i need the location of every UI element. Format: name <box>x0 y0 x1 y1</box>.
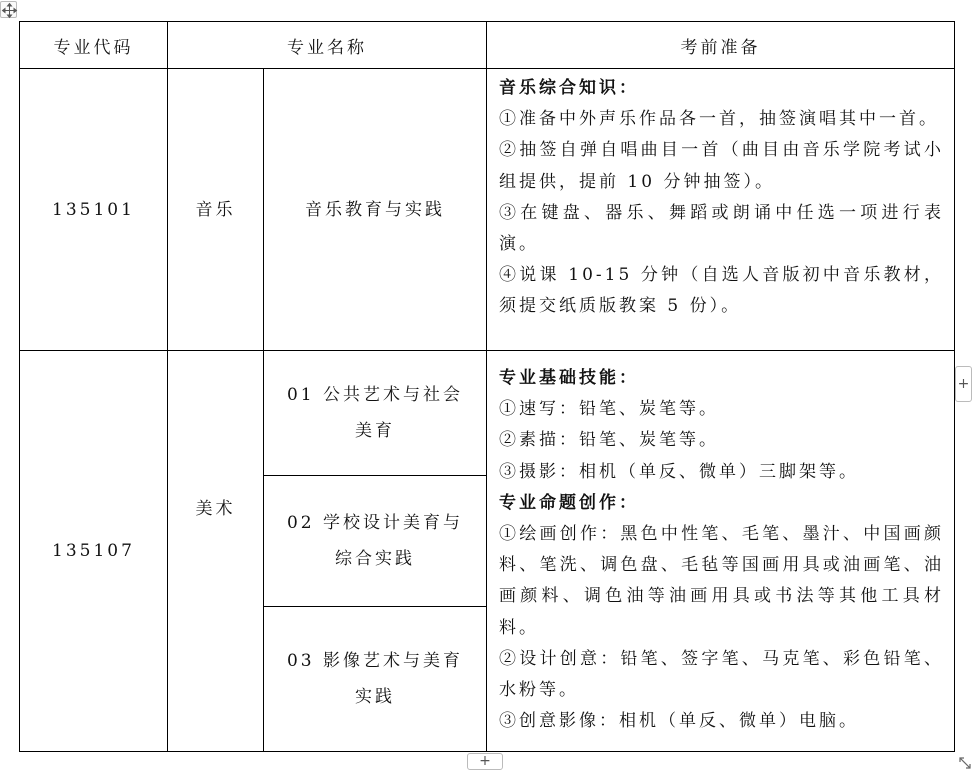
resize-icon[interactable] <box>958 756 972 770</box>
prep-item: ③在键盘、器乐、舞蹈或朗诵中任选一项进行表演。 <box>499 202 944 255</box>
table-header-row <box>20 22 955 69</box>
prep-item: ②素描：铅笔、炭笔等。 <box>499 430 719 451</box>
prep-item: ①绘画创作：黑色中性笔、毛笔、墨汁、中国画颜料、笔洗、调色盘、毛毡等国画用具或油画笔、油画颜料、调色油等油画用具或书法等其他工具材料。 <box>499 524 944 638</box>
category-cell: 音乐 <box>168 69 264 351</box>
move-icon <box>1 2 18 19</box>
major-code-cell: 135101 <box>20 69 168 351</box>
category-label: 美术 <box>195 499 236 519</box>
prep-heading: 专业基础技能： <box>499 368 639 388</box>
prep-item: ④说课 10-15 分钟（自选人音版初中音乐教材，须提交纸质版教案 5 份）。 <box>499 265 944 317</box>
major-name-cell: 02 学校设计美育与综合实践 <box>264 476 487 607</box>
table-row <box>20 351 955 476</box>
prep-item: ①速写：铅笔、炭笔等。 <box>499 399 719 420</box>
prep-heading: 专业命题创作： <box>499 492 639 513</box>
header-exam-prep: 考前准备 <box>487 22 955 69</box>
table-row <box>20 69 955 351</box>
major-name-cell: 01 公共艺术与社会美育 <box>264 351 487 476</box>
insert-row-button[interactable]: + <box>467 753 503 770</box>
prep-item: ③摄影：相机（单反、微单）三脚架等。 <box>499 461 859 482</box>
table-move-handle[interactable] <box>0 1 17 18</box>
prep-item: ②设计创意：铅笔、签字笔、马克笔、彩色铅笔、水粉等。 <box>499 648 944 701</box>
header-major-code: 专业代码 <box>20 22 168 69</box>
prep-heading: 音乐综合知识： <box>499 78 639 98</box>
majors-table <box>19 21 955 752</box>
exam-prep-cell <box>487 351 955 752</box>
prep-item: ①准备中外声乐作品各一首，抽签演唱其中一首。 <box>499 109 939 130</box>
major-name-cell: 音乐教育与实践 <box>264 69 487 351</box>
exam-prep-cell <box>487 69 955 351</box>
header-major-name: 专业名称 <box>168 22 487 69</box>
prep-item: ②抽签自弹自唱曲目一首（曲目由音乐学院考试小组提供，提前 10 分钟抽签）。 <box>499 140 944 192</box>
category-cell <box>168 351 264 752</box>
major-code-cell: 135107 <box>20 351 168 752</box>
prep-item: ③创意影像：相机（单反、微单）电脑。 <box>499 711 859 732</box>
insert-column-button[interactable]: + <box>955 366 972 402</box>
major-name-cell: 03 影像艺术与美育实践 <box>264 607 487 752</box>
